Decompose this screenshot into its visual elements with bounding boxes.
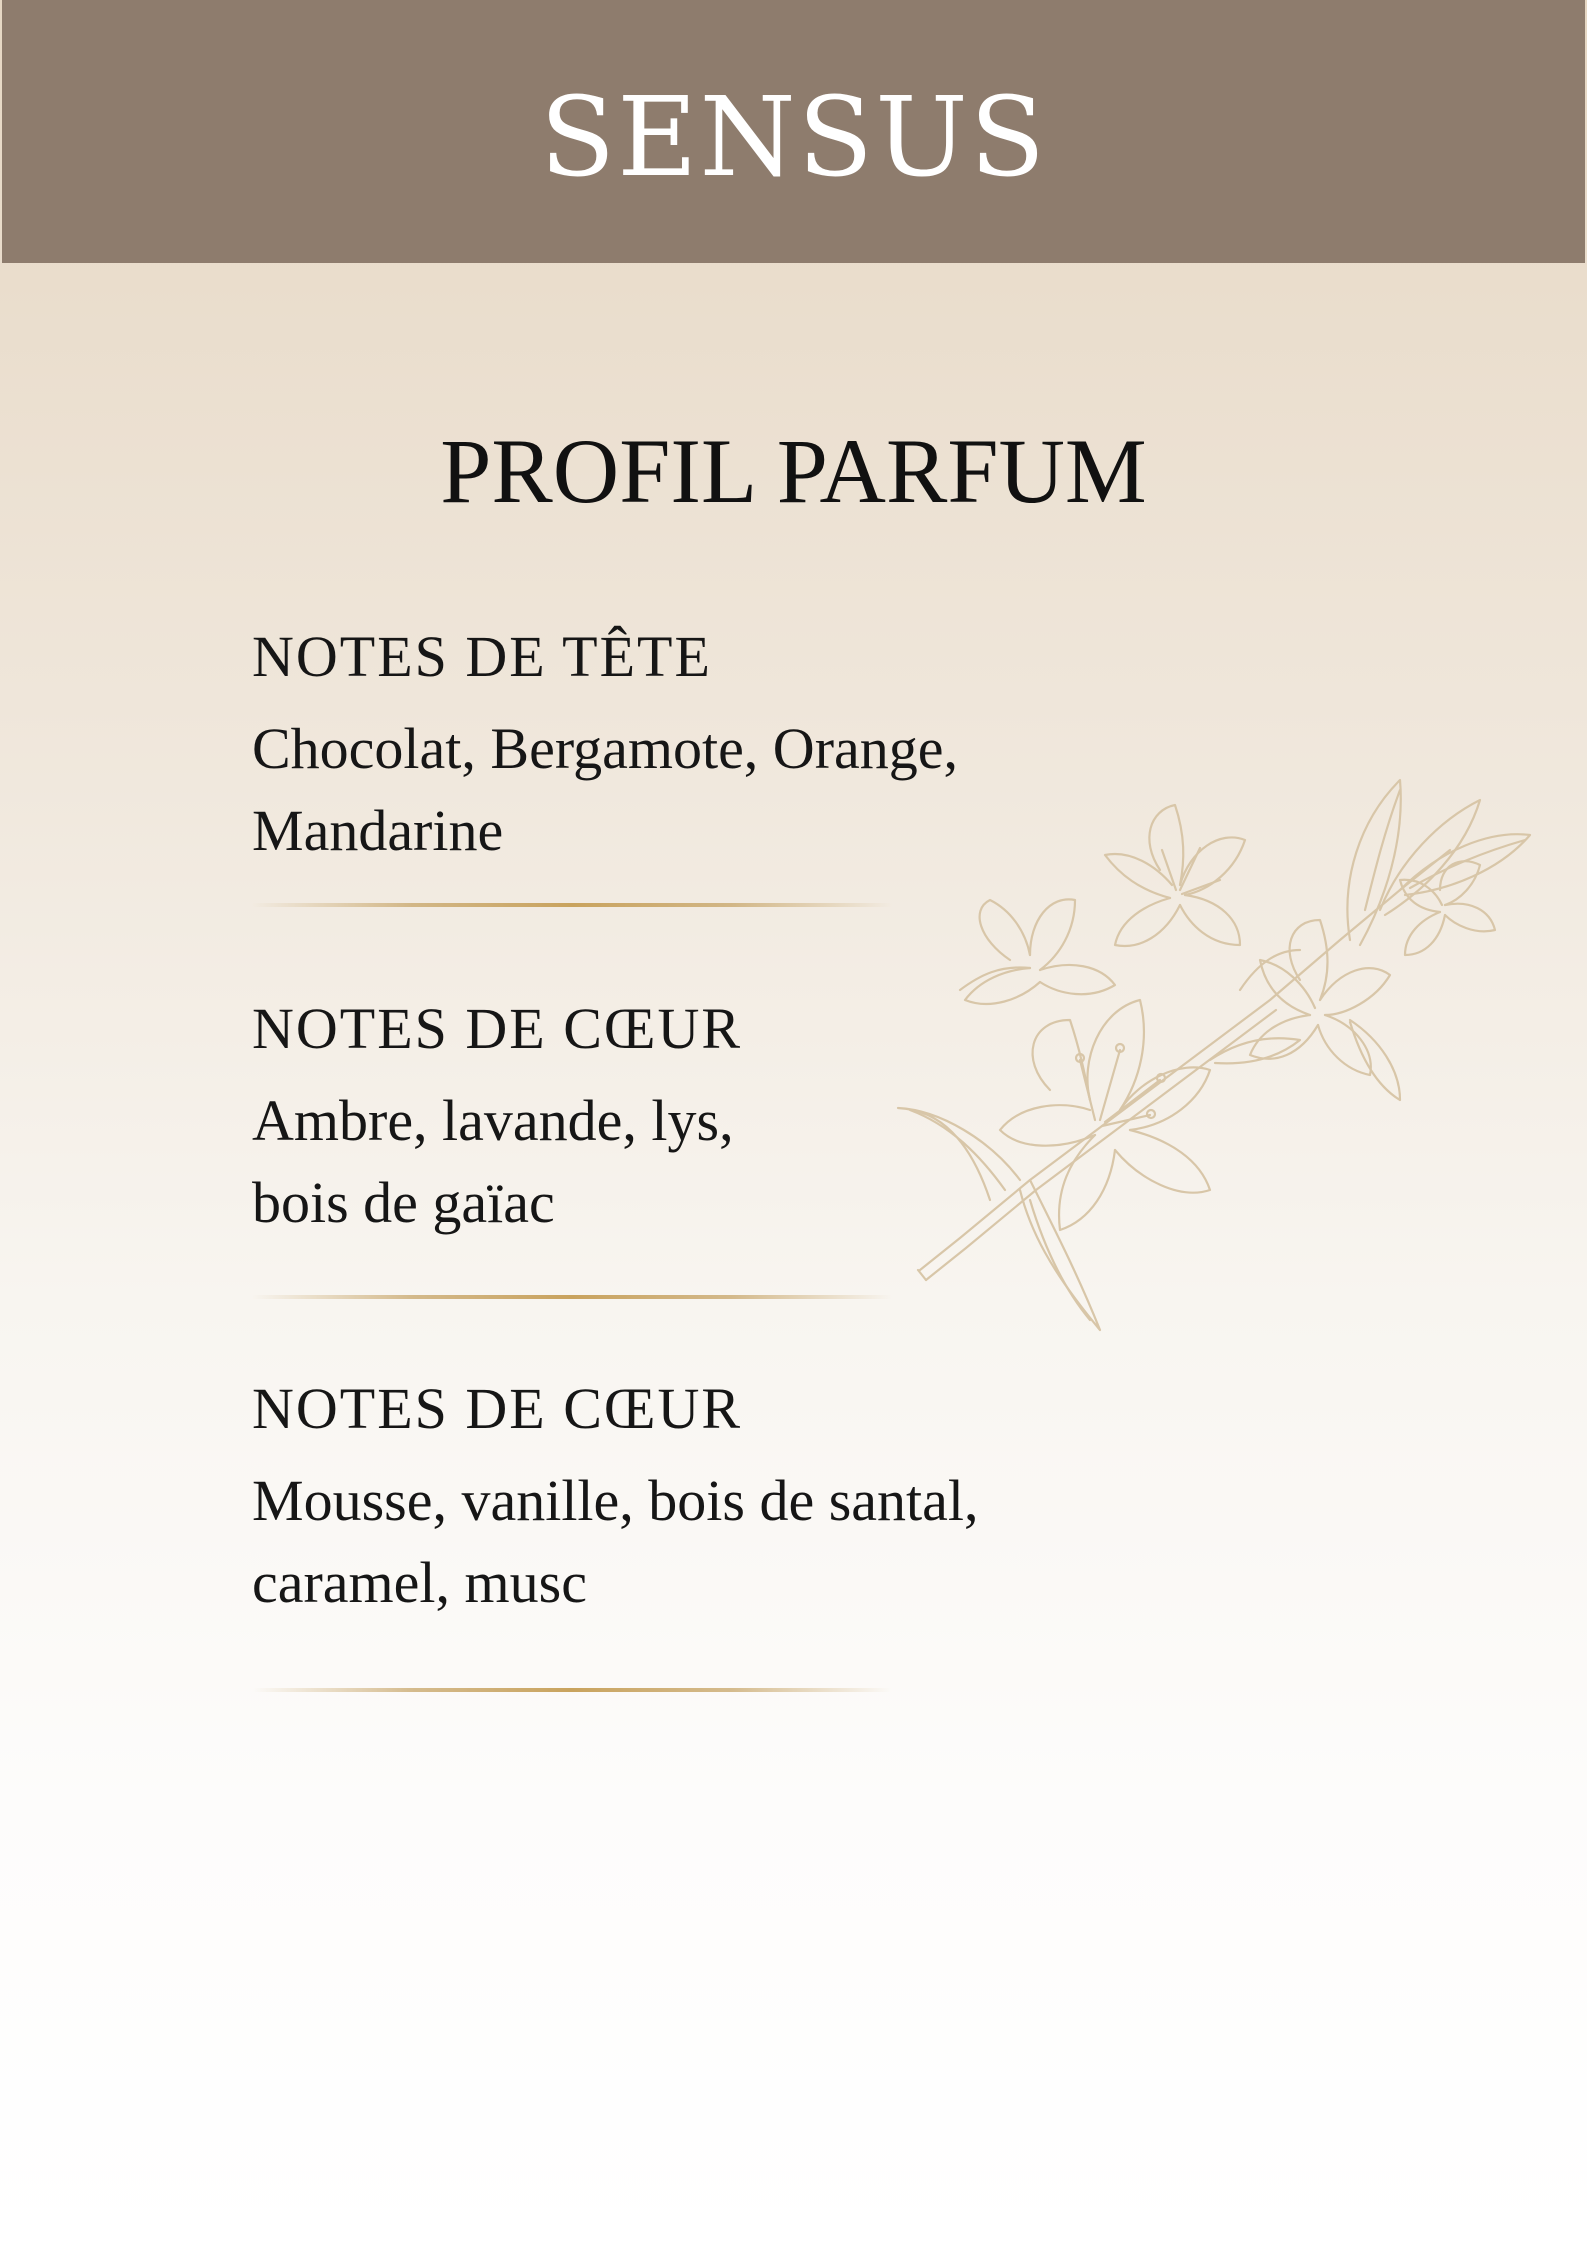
top-notes-section xyxy=(252,624,1152,872)
base-notes-section xyxy=(252,1376,1152,1624)
divider xyxy=(252,1295,892,1299)
brand-name: SENSUS xyxy=(539,72,1048,201)
top-notes-list: Chocolat, Bergamote, Orange, Mandarine xyxy=(252,716,958,863)
heart-notes-section xyxy=(252,996,1152,1244)
divider xyxy=(252,903,892,907)
top-notes-heading: NOTES DE TÊTE xyxy=(252,624,712,689)
base-notes-list: Mousse, vanille, bois de santal, caramel, musc xyxy=(252,1468,979,1615)
page-title: PROFIL PARFUM xyxy=(440,420,1147,522)
heart-notes-heading: NOTES DE CŒUR xyxy=(252,996,743,1061)
base-notes-heading: NOTES DE CŒUR xyxy=(252,1376,743,1441)
header-banner xyxy=(2,0,1585,263)
divider xyxy=(252,1688,892,1692)
heart-notes-list: Ambre, lavande, lys, bois de gaïac xyxy=(252,1088,734,1235)
